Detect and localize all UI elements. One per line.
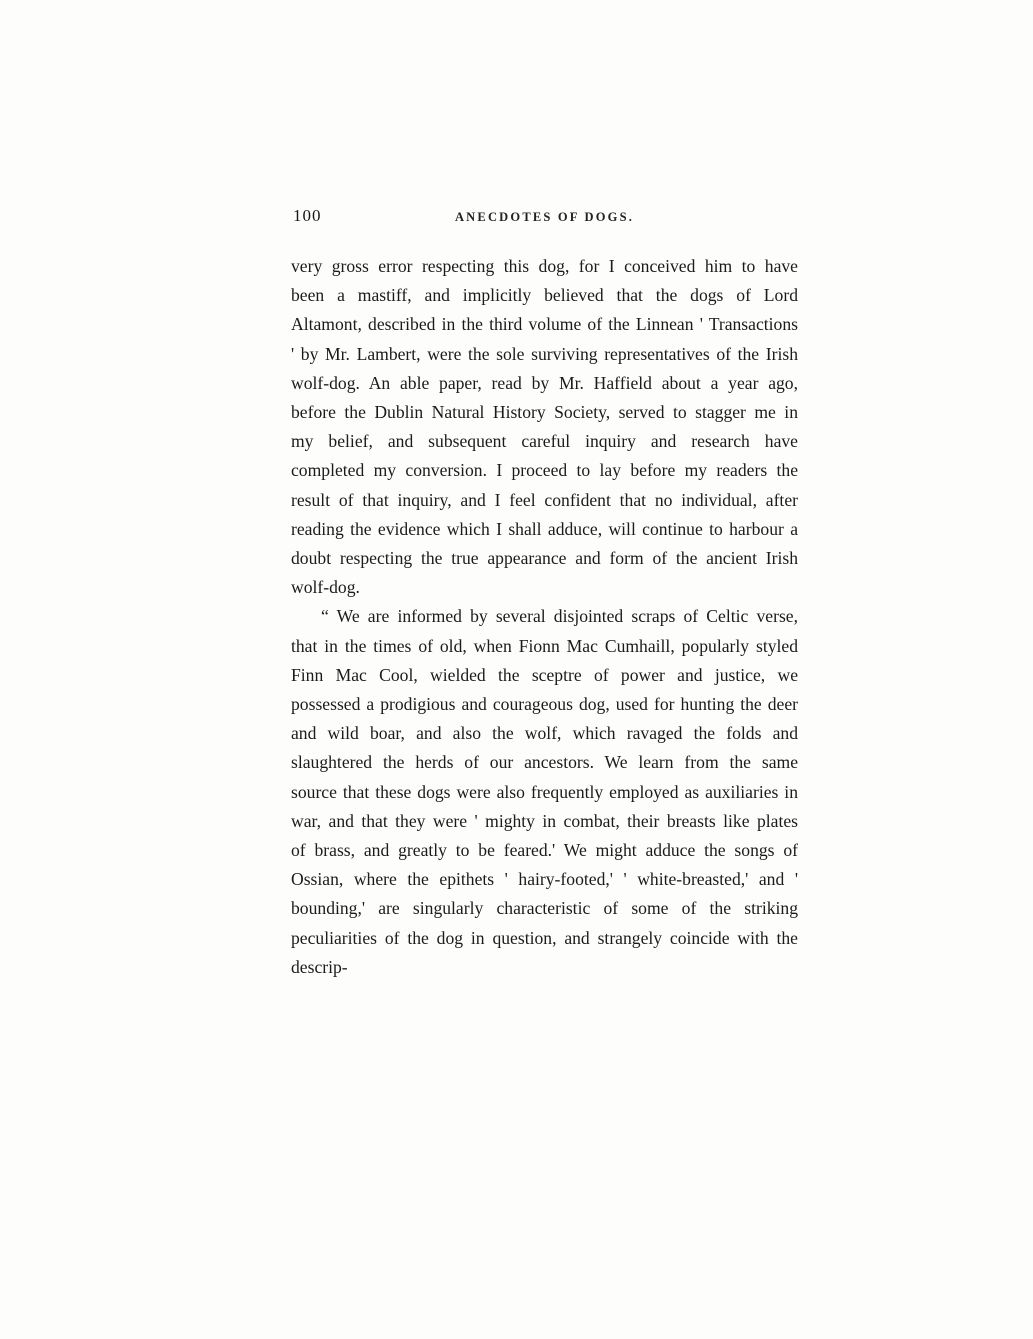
text-block: [291, 206, 798, 982]
page-header: [291, 206, 798, 230]
running-title: ANECDOTES OF DOGS.: [454, 210, 635, 224]
paragraph-1: very gross error respecting this dog, for I conceived him to have been a mastiff, and implicitly believed that the dogs of Lord Altamont, described in the third volume of the Linnean ' Transactions ' by Mr. Lambert, were the sole surviving representatives of the Irish wolf-dog. An able paper, read by Mr. Haffield about a year ago, before the Dublin Natural History Society, served to stagger me in my belief, and subsequent careful inquiry and research have completed my conversion. I proceed to lay before my readers the result of that inquiry, and I feel confident that no individual, after reading the evidence which I shall adduce, will continue to harbour a doubt respecting the true appearance and form of the ancient Irish wolf-dog.: [291, 256, 798, 598]
page-number: 100: [293, 206, 322, 225]
paragraph-2: “ We are informed by several disjointed scraps of Celtic verse, that in the times of old, when Fionn Mac Cumhaill, popularly styled Finn Mac Cool, wielded the sceptre of power and justice, we possessed a prodigious and courageous dog, used for hunting the deer and wild boar, and also the wolf, which ravaged the folds and slaughtered the herds of our ancestors. We learn from the same source that these dogs were also frequently employed as auxiliaries in war, and that they were ' mighty in combat, their breasts like plates of brass, and greatly to be feared.' We might adduce the songs of Ossian, where the epithets ' hairy-footed,' ' white-breasted,' and ' bounding,' are singularly characteristic of some of the striking peculiarities of the dog in question, and strangely coincide with the descrip-: [291, 606, 798, 977]
